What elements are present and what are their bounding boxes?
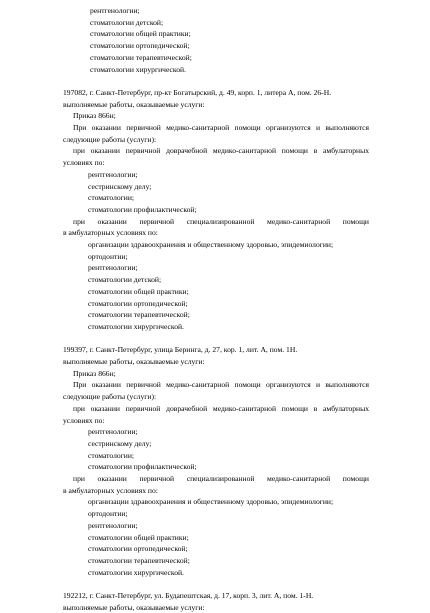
document-line: условиях по:: [63, 415, 105, 425]
document-line: рентгенологии;: [90, 6, 140, 15]
document-line: сестринскому делу;: [88, 181, 152, 191]
document-line: стоматологии;: [88, 193, 135, 203]
document-line: стоматологии ортопедической;: [88, 544, 188, 554]
document-line: рентгенологии;: [88, 427, 138, 437]
document-line: стоматологии хирургической.: [90, 64, 186, 74]
document-line: выполняемые работы, оказываемые услуги:: [63, 357, 205, 366]
document-line: рентгенологии;: [88, 263, 138, 273]
document-line: стоматологии детской;: [90, 17, 164, 27]
document-line: при оказании первичной доврачебной медико-санитарной помощи в амбулаторных: [73, 146, 369, 156]
document-line: Приказ 866н;: [73, 368, 116, 378]
document-line: условиях по:: [63, 158, 105, 168]
document-line: стоматологии общей практики;: [90, 29, 191, 39]
document-line: Приказ 866н;: [73, 111, 116, 121]
document-line: следующие работы (услуги):: [63, 392, 157, 402]
document-line: При оказании первичной медико-санитарной помощи организуются и выполняются: [73, 380, 369, 390]
document-line: стоматологии терапевтической;: [88, 555, 190, 565]
document-line: при оказании первичной доврачебной медико-санитарной помощи в амбулаторных: [73, 403, 369, 413]
document-line: стоматологии терапевтической;: [90, 52, 192, 62]
document-line: организации здравоохранения и общественному здоровью, эпидемиологии;: [88, 497, 334, 507]
document-line: стоматологии хирургической.: [88, 567, 184, 577]
document-line: следующие работы (услуги):: [63, 134, 157, 144]
document-line: выполняемые работы, оказываемые услуги:: [63, 99, 205, 109]
document-line: при оказании первичной специализированной медико-санитарной помощи: [73, 216, 369, 226]
document-line: сестринскому делу;: [88, 438, 152, 448]
address-heading: 199397, г. Санкт-Петербург, улица Беринга, д. 27, кор. 1, лит. А, пом. 1Н.: [63, 345, 298, 355]
document-line: ортодонтии;: [88, 251, 128, 261]
document-line: стоматологии профилактической;: [88, 204, 197, 214]
document-line: стоматологии детской;: [88, 275, 162, 285]
document-line: рентгенологии;: [88, 169, 138, 179]
document-line: стоматологии общей практики;: [88, 286, 189, 296]
document-line: ортодонтии;: [88, 509, 128, 519]
document-line: в амбулаторных условиях по:: [63, 485, 158, 495]
document-line: стоматологии профилактической;: [88, 462, 197, 472]
document-line: выполняемые работы, оказываемые услуги:: [63, 602, 205, 612]
document-line: организации здравоохранения и общественному здоровью, эпидемиологии;: [88, 240, 334, 249]
document-line: в амбулаторных условиях по:: [63, 228, 158, 238]
document-line: При оказании первичной медико-санитарной помощи организуются и выполняются: [73, 123, 369, 132]
address-heading: 197082, г. Санкт-Петербург, пр-кт Богатырский, д. 49, корп. 1, литера А, пом. 26-Н.: [63, 87, 332, 97]
document-line: стоматологии ортопедической;: [88, 298, 188, 308]
document-line: стоматологии хирургической.: [88, 321, 184, 331]
document-line: стоматологии ортопедической;: [90, 41, 190, 51]
document-line: стоматологии терапевтической;: [88, 310, 190, 320]
document-line: стоматологии общей практики;: [88, 532, 189, 542]
document-line: рентгенологии;: [88, 520, 138, 530]
document-line: стоматологии;: [88, 450, 135, 460]
document-line: при оказании первичной специализированной медико-санитарной помощи: [73, 474, 369, 483]
address-heading: 192212, г. Санкт-Петербург, ул. Будапештская, д. 17, корп. 3, лит. А, пом. 1-Н.: [63, 591, 314, 600]
